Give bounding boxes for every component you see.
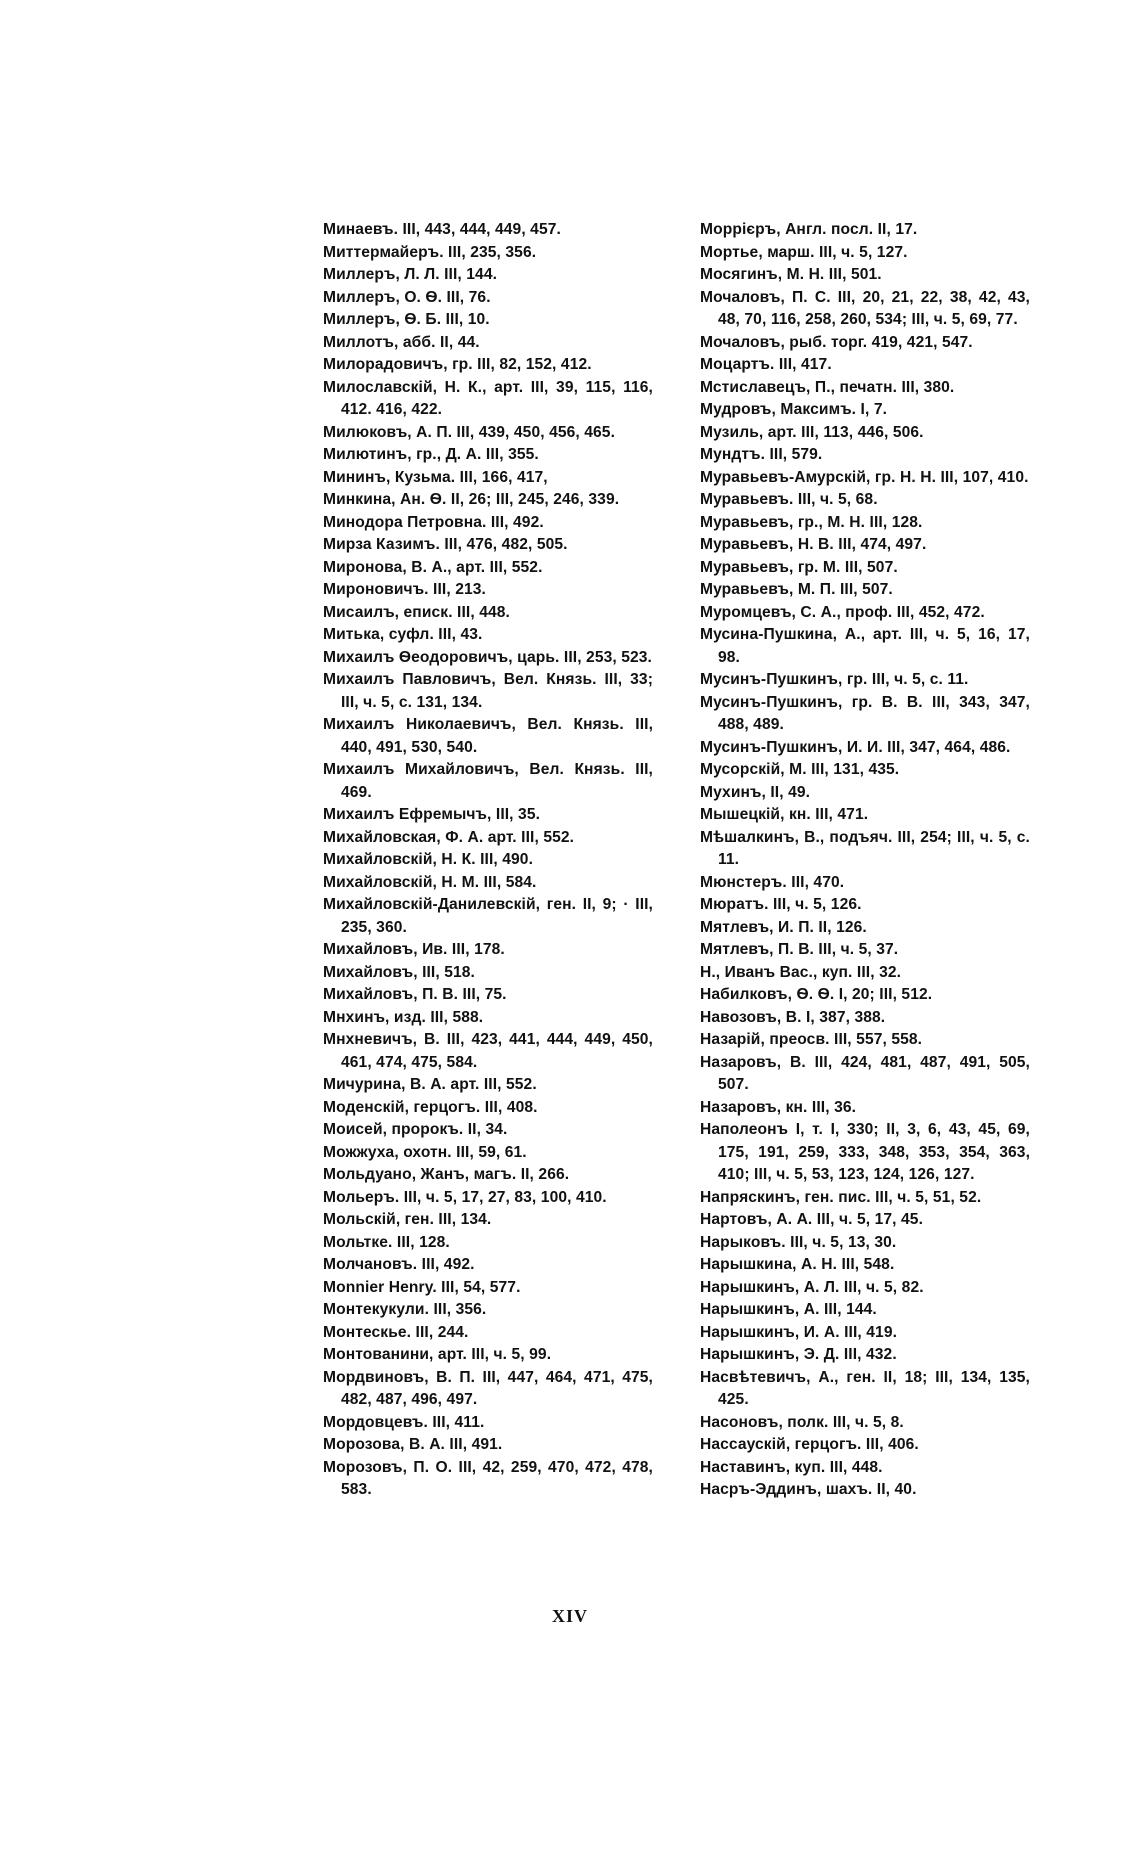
index-entry: Милютинъ, гр., Д. А. III, 355.	[323, 446, 539, 463]
index-entry: Мольтке. III, 128.	[323, 1233, 450, 1251]
index-entry: Нарышкинъ, Э. Д. III, 432.	[700, 1346, 897, 1363]
index-entry: Михаилъ Ѳеодоровичъ, царь. III, 253, 523.	[323, 648, 652, 666]
index-entry: Мусина-Пушкина, А., арт. III, ч. 5, 16, 17, 98.	[700, 626, 1030, 666]
index-entry: Назаровъ, кн. III, 36.	[700, 1098, 857, 1116]
index-entry: Муромцевъ, С. А., проф. III, 452, 472.	[700, 603, 985, 621]
index-entry: Михайловскій, Н. К. III, 490.	[323, 851, 534, 868]
index-entry: Муравьевъ. III, ч. 5, 68.	[700, 491, 878, 508]
index-entry: Monnier Henry. III, 54, 577.	[323, 1278, 521, 1296]
index-entry: Наставинъ, куп. III, 448.	[700, 1458, 883, 1476]
index-entry: Михайловскій-Данилевскій, ген. II, 9; · III, 235, 360.	[323, 896, 653, 936]
index-entry: Мусинъ-Пушкинъ, гр. В. В. III, 343, 347, 488, 489.	[700, 693, 1030, 733]
index-entry: Мичурина, В. А. арт. III, 552.	[323, 1076, 537, 1093]
index-entry: Морозовъ, П. О. III, 42, 259, 470, 472, 478, 583.	[323, 1458, 653, 1498]
index-entry: Минодора Петровна. III, 492.	[323, 513, 544, 531]
index-entry: Михаилъ Николаевичъ, Вел. Князь. III, 440, 491, 530, 540.	[323, 716, 653, 756]
index-entry: Мюратъ. III, ч. 5, 126.	[700, 896, 862, 913]
index-entry: Минаевъ. III, 443, 444, 449, 457.	[323, 221, 561, 238]
index-entry: Можжуха, охотн. III, 59, 61.	[323, 1143, 527, 1161]
index-entry: Нассаускій, герцогъ. III, 406.	[700, 1436, 919, 1453]
index-entry: Монтекукули. III, 356.	[323, 1301, 487, 1318]
index-entry: Нарыковъ. III, ч. 5, 13, 30.	[700, 1233, 897, 1251]
index-entry: Милославскій, Н. К., арт. III, 39, 115, 116, 412. 416, 422.	[323, 378, 653, 418]
index-entry: Н., Иванъ Вас., куп. III, 32.	[700, 963, 902, 981]
index-entry: Нарышкинъ, А. III, 144.	[700, 1301, 877, 1318]
index-entry: Мироновичъ. III, 213.	[323, 581, 486, 598]
page-number: XIV	[551, 1606, 588, 1626]
index-entry: Назаровъ, В. III, 424, 481, 487, 491, 505, 507.	[700, 1053, 1030, 1093]
index-entry: Михаилъ Михайловичъ, Вел. Князь. III, 469.	[323, 761, 653, 801]
index-entry: Миллеръ, Ѳ. Б. III, 10.	[323, 311, 490, 328]
index-entry: Нарышкина, А. Н. III, 548.	[700, 1256, 895, 1273]
index-entry: Мусинъ-Пушкинъ, гр. III, ч. 5, с. 11.	[700, 671, 969, 688]
index-entry: Нартовъ, А. А. III, ч. 5, 17, 45.	[700, 1211, 923, 1228]
index-entry: Моисей, пророкъ. II, 34.	[323, 1121, 508, 1138]
index-entry: Мнхинъ, изд. III, 588.	[323, 1008, 484, 1026]
index-entry: Мольдуано, Жанъ, магъ. II, 266.	[323, 1166, 570, 1183]
index-entry: Михайловская, Ф. А. арт. III, 552.	[323, 828, 575, 846]
index-entry: Насвѣтевичъ, А., ген. II, 18; III, 134, 135, 425.	[700, 1368, 1030, 1408]
index-entry: Назарій, преосв. III, 557, 558.	[700, 1031, 923, 1048]
index-entry: Насръ-Эддинъ, шахъ. II, 40.	[700, 1481, 917, 1498]
index-entry: Мухинъ, II, 49.	[700, 783, 811, 801]
index-entry: Молчановъ. III, 492.	[323, 1256, 475, 1273]
index-entry: Моцартъ. III, 417.	[700, 356, 832, 373]
index-column-right	[700, 219, 1030, 1502]
index-entry: Мисаилъ, еписк. III, 448.	[323, 603, 510, 621]
index-entry: Навозовъ, В. I, 387, 388.	[700, 1008, 886, 1026]
index-entry: Муравьевъ, гр. М. III, 507.	[700, 558, 898, 576]
index-entry: Мнхневичъ, В. III, 423, 441, 444, 449, 450, 461, 474, 475, 584.	[323, 1031, 653, 1071]
index-entry: Мышецкій, кн. III, 471.	[700, 806, 869, 823]
index-entry: Мстиславецъ, П., печатн. III, 380.	[700, 378, 955, 396]
index-entry: Мосягинъ, М. Н. III, 501.	[700, 266, 882, 283]
index-entry: Мудровъ, Максимъ. I, 7.	[700, 401, 888, 418]
index-entry: Муравьевъ, гр., М. Н. III, 128.	[700, 513, 923, 531]
index-entry: Мортье, марш. III, ч. 5, 127.	[700, 243, 908, 261]
index-entry: Морозова, В. А. III, 491.	[323, 1436, 503, 1453]
index-entry: Мочаловъ, рыб. торг. 419, 421, 547.	[700, 333, 973, 351]
index-entry: Мольеръ. III, ч. 5, 17, 27, 83, 100, 410.	[323, 1188, 607, 1206]
index-entry: Мундтъ. III, 579.	[700, 446, 823, 463]
index-entry: Милорадовичъ, гр. III, 82, 152, 412.	[323, 356, 592, 373]
index-entry: Миллеръ, О. Ѳ. III, 76.	[323, 288, 491, 306]
index-entry: Мирза Казимъ. III, 476, 482, 505.	[323, 536, 568, 553]
index-entry: Михайловъ, III, 518.	[323, 963, 475, 981]
index-entry: Миронова, В. А., арт. III, 552.	[323, 558, 543, 576]
index-entry: Минкина, Ан. Ѳ. II, 26; III, 245, 246, 339.	[323, 491, 620, 508]
index-entry: Мининъ, Кузьма. III, 166, 417,	[323, 468, 548, 486]
index-entry: Моденскій, герцогъ. III, 408.	[323, 1098, 538, 1116]
index-entry: Мѣшалкинъ, В., подъяч. III, 254; III, ч. 5, с. 11.	[700, 828, 1030, 868]
index-entry: Насоновъ, полк. III, ч. 5, 8.	[700, 1413, 904, 1431]
index-entry: Монтескье. III, 244.	[323, 1323, 469, 1341]
index-entry: Нарышкинъ, И. А. III, 419.	[700, 1323, 898, 1341]
index-entry: Моррієръ, Англ. посл. II, 17.	[700, 221, 918, 238]
index-entry: Музиль, арт. III, 113, 446, 506.	[700, 423, 924, 441]
index-entry: Мордвиновъ, В. П. III, 447, 464, 471, 475, 482, 487, 496, 497.	[323, 1368, 653, 1408]
index-entry: Муравьевъ-Амурскій, гр. Н. Н. III, 107, 410.	[700, 468, 1029, 486]
index-entry: Монтованини, арт. III, ч. 5, 99.	[323, 1346, 552, 1363]
index-entry: Мочаловъ, П. С. III, 20, 21, 22, 38, 42, 43, 48, 70, 116, 258, 260, 534; III, ч. 5, 69, 77.	[700, 288, 1030, 328]
index-entry: Миллотъ, абб. II, 44.	[323, 333, 480, 351]
index-entry: Мятлевъ, И. П. II, 126.	[700, 918, 867, 936]
index-entry: Мольскій, ген. III, 134.	[323, 1211, 492, 1228]
index-entry: Михаилъ Ефремычъ, III, 35.	[323, 806, 541, 823]
index-entry: Мусинъ-Пушкинъ, И. И. III, 347, 464, 486.	[700, 738, 1011, 756]
index-entry: Мусорскій, М. III, 131, 435.	[700, 761, 900, 778]
index-entry: Михайловскій, Н. М. III, 584.	[323, 873, 537, 891]
index-entry: Митька, суфл. III, 43.	[323, 626, 483, 643]
index-entry: Мордовцевъ. III, 411.	[323, 1413, 485, 1431]
index-entry: Михайловъ, Ив. III, 178.	[323, 941, 505, 958]
index-entry: Милюковъ, А. П. III, 439, 450, 456, 465.	[323, 423, 616, 441]
index-entry: Напряскинъ, ген. пис. III, ч. 5, 51, 52.	[700, 1188, 982, 1206]
index-entry: Набилковъ, Ѳ. Ѳ. I, 20; III, 512.	[700, 986, 933, 1003]
index-entry: Муравьевъ, Н. В. III, 474, 497.	[700, 536, 927, 553]
index-entry: Миллеръ, Л. Л. III, 144.	[323, 266, 498, 283]
index-entry: Нарышкинъ, А. Л. III, ч. 5, 82.	[700, 1278, 924, 1296]
index-column-left	[323, 219, 653, 1502]
index-entry: Михайловъ, П. В. III, 75.	[323, 986, 507, 1003]
index-entry: Наполеонъ I, т. I, 330; II, 3, 6, 43, 45, 69, 175, 191, 259, 333, 348, 353, 354, 363, 410; III, ч. 5, 53, 123, 124, 126, 127.	[700, 1121, 1030, 1183]
index-entry: Михаилъ Павловичъ, Вел. Князь. III, 33; III, ч. 5, с. 131, 134.	[323, 671, 653, 711]
index-entry: Муравьевъ, М. П. III, 507.	[700, 581, 893, 598]
index-entry: Мятлевъ, П. В. III, ч. 5, 37.	[700, 941, 899, 958]
index-entry: Мюнстеръ. III, 470.	[700, 873, 845, 891]
index-entry: Миттермайеръ. III, 235, 356.	[323, 243, 537, 261]
